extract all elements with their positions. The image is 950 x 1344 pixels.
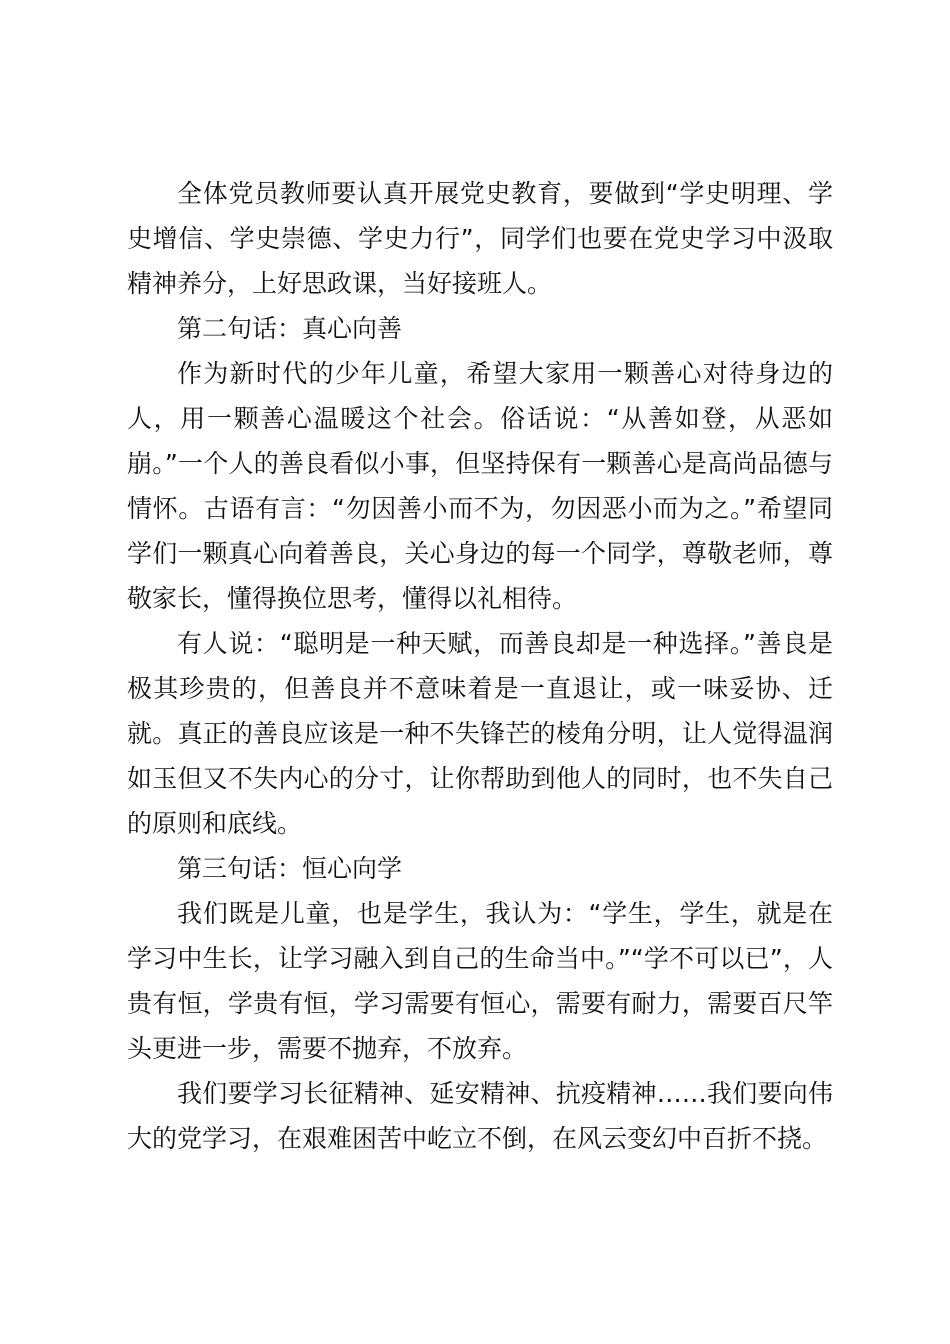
document-body bbox=[127, 171, 833, 1161]
paragraph-kindness: 作为新时代的少年儿童，希望大家用一颗善心对待身边的人，用一颗善心温暖这个社会。俗话说：“从善如登，从恶如崩。”一个人的善良看似小事，但坚持保有一颗善心是高尚品德与情怀。古语有言：“勿因善小而不为，勿因恶小而为之。”希望同学们一颗真心向着善良，关心身边的每一个同学，尊敬老师，尊敬家长，懂得换位思考，懂得以礼相待。 bbox=[127, 359, 833, 613]
paragraph-perseverance: 我们既是儿童，也是学生，我认为：“学生，学生，就是在学习中生长，让学习融入到自己的生命当中。”“学不可以已”，人贵有恒，学贵有恒，学习需要有恒心，需要有耐力，需要百尺竿头更进一步，需要不抛弃，不放弃。 bbox=[127, 899, 833, 1063]
paragraph-kindness-choice: 有人说：“聪明是一种天赋，而善良却是一种选择。”善良是极其珍贵的，但善良并不意味着是一直退让，或一味妥协、迁就。真正的善良应该是一种不失锋芒的棱角分明，让人觉得温润如玉但又不失内心的分寸，让你帮助到他人的同时，也不失自己的原则和底线。 bbox=[127, 629, 833, 838]
paragraph-party-history: 全体党员教师要认真开展党史教育，要做到“学史明理、学史增信、学史崇德、学史力行”，同学们也要在党史学习中汲取精神养分，上好思政课，当好接班人。 bbox=[127, 179, 833, 298]
heading-second-sentence: 第二句话：真心向善 bbox=[177, 314, 403, 343]
paragraph-learn-spirit: 我们要学习长征精神、延安精神、抗疫精神……我们要向伟大的党学习，在艰难困苦中屹立不倒，在风云变幻中百折不挠。 bbox=[127, 1079, 833, 1153]
heading-third-sentence: 第三句话：恒心向学 bbox=[177, 854, 403, 883]
